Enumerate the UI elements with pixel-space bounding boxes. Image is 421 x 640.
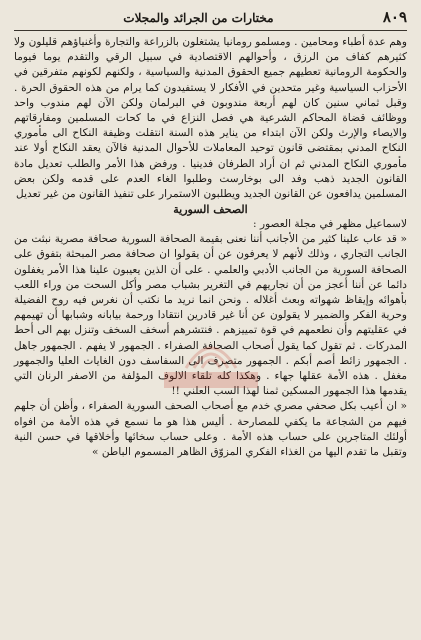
article-romania-muslims	[14, 35, 407, 202]
article-syrian-press	[14, 232, 407, 460]
running-title: مختارات من الجرائد والمجلات	[123, 11, 274, 25]
author-line: لاسماعيل مظهر في مجلة العصور :	[253, 218, 407, 231]
paragraph: « ان أعيب بكل صحفي مصري خدم مع أصحاب الصحف السورية الصفراء ، وأظن أن جلهم فيهم من الشجاعة ما يكفي للمصارحة . أليس هذا هو ما نسمع في هذه الأمة من افواه أولئك المتاجرين على حساب هذه الأمة . وعلى حساب سخائها وأخلاقها في حسن النية وتقبل ما تقدم اليها من الغذاء الفكري المزوّق الظاهر المسموم الباطن »	[14, 400, 407, 459]
page-header	[14, 8, 407, 31]
page-number: ٨٠٩	[382, 8, 407, 26]
paragraph: « قد عاب علينا كثير من الأجانب أننا نعنى بقيمة الصحافة السورية صحافة مصرية نبثت من الجانب التجاري ، وذلك لأنهم لا يعرفون عن أن يقولوا ان صحافة مصر المبحثة بتفوق على الصحافة السورية من الجانب الأدبي والعلمي . على أن الذين يعيبون علينا هذا الأمر يغفلون دائما عن أننا أعجز من أن نجاريهم في التغرير بشباب مصر وأكل السحت من وراء اللعب بأهوائه وإيقاظ شهواته وبعث أغلاله . ونحن انما نريد ما نكتب أن نغرس فيه روح الفضيلة وحرية الفكر والضمير لا يقولون عن أنا غير قادرين انتقادا ورحمة بيابانه وشبابها أن تهيمهم في عقليتهم وأن نطعمهم في قوة تمييزهم . فنتشرهم أسخف السخف وتنزل بهم الى أحط المدركات . ثم تقول كما يقول أصحاب الصحافة الصفراء . الجمهور لا يفهم . الجمهور جاهل . الجمهور زائط أصم أبكم . الجمهور متصرف الى السفاسف دون الغايات العليا والجمهور مغفل . هذه الأمة عقلها جهاء . وهكذا كله تلقاء الالوف المؤلفة من الاصفر الرنان التي يقدمها هذا الجمهور المسكين ثمنا لهذا السب العلني !!	[14, 233, 407, 398]
paragraph: وهم عدة أطباء ومحامين . ومسلمو رومانيا يشتغلون بالزراعة والتجارة وأغنياؤهم قليلون ولا كثيرهم كفاف من الرزق ، وأحوالهم الاقتصادية في سبيل الرقي والتقدم يوما فيوما والحكومة الرومانية تعطيهم جميع الحقوق المدنية والسياسية ، ولكنهم لكونهم متفرقين في الأحزاب السياسية وغير متحدين في الأفكار لا يستفيدون كما يرام من هذه الحقوق الحرة . وقبل ثماني سنين كان لهم أربعة مندوبون في البرلمان ولكن الآن لهم مندوب واحد ووظائف قضاة المحاكم الشرعية هي فصل النزاع في ما كحات المسلمين ومفارقاتهم والايصاء والإرث ولكن الآن ابتداء من يناير هذه السنة انتقلت وظيفة النكاح الى مأموري النكاح المدني بمقتضى قانون توحيد المعاملات للأحوال المدنية فالآن يعقد النكاح أولا عند مأموري النكاح المدني ثم ان أراد الطرفان فدينيا . ورفض هذا الأمر والطلب تعديل مادة القانون الجديد ذهب وفد الى بوخارست وطلبوا الغاء العدم على قدمه ولكن بعض المسلمين يدافعون عن القانون الجديد ويطلبون الاستمرار على تنفيذ القانون من غير تعديل	[14, 36, 407, 201]
section-heading: الصحف السورية	[173, 203, 248, 217]
